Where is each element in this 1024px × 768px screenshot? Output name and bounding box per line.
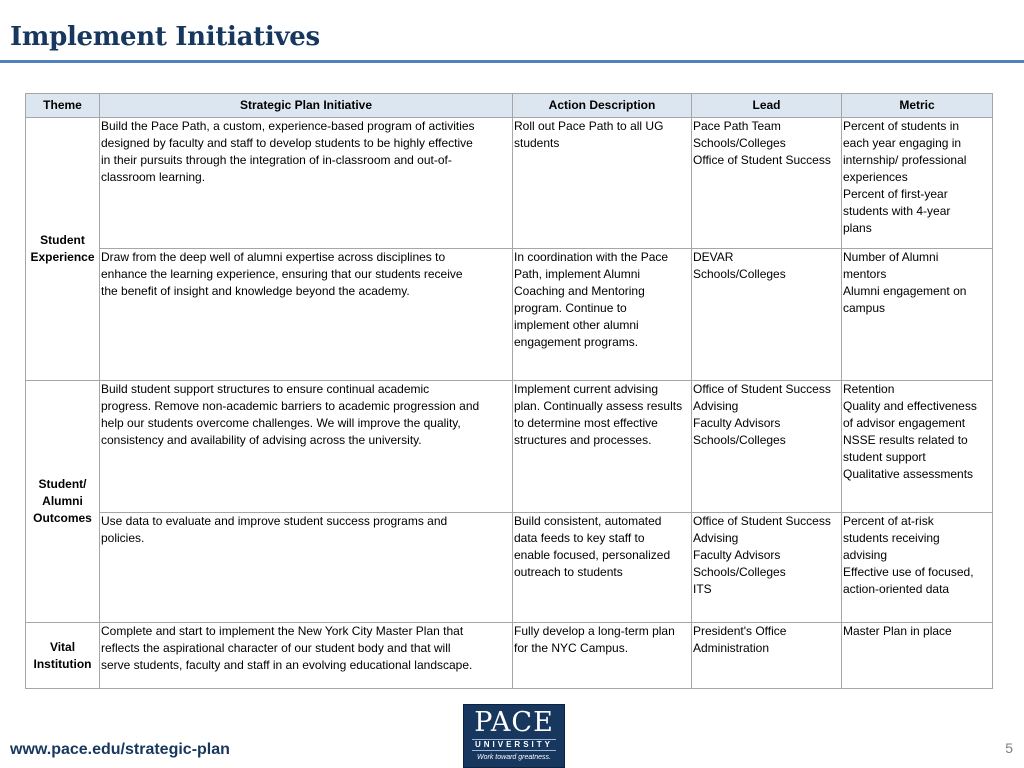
cell-text: students [514,136,560,150]
header-metric: Metric [842,94,993,118]
theme-cell [26,623,100,689]
theme-cell [26,118,100,381]
cell-text: engagement programs. [514,335,639,349]
cell-text: Schools/Colleges [693,565,786,579]
cell-text: internship/ professional [843,153,967,167]
cell-text: consistency and availability of advising across the university. [101,433,422,447]
theme-text: Vital [49,639,76,654]
cell-text: student support [843,450,926,464]
metric-cell [842,381,993,513]
cell-text: classroom learning. [101,170,206,184]
cell-text: Path, implement Alumni [514,267,641,281]
cell-text: Faculty Advisors [693,416,781,430]
cell-text: structures and processes. [514,433,652,447]
cell-text: Build consistent, automated [514,514,662,528]
action-cell [513,118,692,249]
cell-text: Percent of first-year [843,187,948,201]
cell-text: Number of Alumni [843,250,939,264]
cell-text: Pace Path Team [693,119,781,133]
cell-text: progress. Remove non-academic barriers to academic progression and [101,399,480,413]
cell-text: Percent of at-risk [843,514,934,528]
table-row [26,381,993,513]
theme-text: Student [40,233,85,247]
cell-text: Schools/Colleges [693,136,786,150]
cell-text: Faculty Advisors [693,548,781,562]
metric-cell [842,249,993,381]
cell-text: reflects the aspirational character of our student body and that will [101,641,451,655]
cell-text: students with 4-year [843,204,951,218]
title-divider [0,60,1024,63]
cell-text: serve students, faculty and staff in an evolving educational landscape. [101,658,473,672]
cell-text: program. Continue to [514,301,627,315]
initiative-cell [100,249,513,381]
cell-text: Quality and effectiveness [843,399,977,413]
table-row [26,249,993,381]
cell-text: In coordination with the Pace [514,250,669,264]
cell-text: Schools/Colleges [693,267,786,281]
cell-text: ITS [693,582,712,596]
cell-text: enhance the learning experience, ensuring that our students receive [101,267,463,281]
cell-text: Office of Student Success [693,514,831,528]
page-title: Implement Initiatives [10,22,320,52]
cell-text: Fully develop a long-term plan [514,624,675,638]
cell-text: Schools/Colleges [693,433,786,447]
metric-cell [842,623,993,689]
initiatives-table [25,93,993,689]
lead-cell [692,381,842,513]
cell-text: campus [843,301,886,315]
cell-text: Percent of students in [843,119,960,133]
cell-text: mentors [843,267,887,281]
logo-subtitle: UNIVERSITY [472,739,556,751]
page-number: 5 [1005,740,1013,756]
cell-text: Advising [693,399,739,413]
cell-text: plans [843,221,872,235]
cell-text: Retention [843,382,895,396]
header-action: Action Description [513,94,692,118]
cell-text: NSSE results related to [843,433,968,447]
cell-text: Implement current advising [514,382,659,396]
cell-text: Administration [693,641,770,655]
initiative-cell [100,381,513,513]
cell-text: Build student support structures to ensure continual academic [101,382,430,396]
theme-cell [26,381,100,623]
cell-text: to determine most effective [514,416,658,430]
lead-cell [692,623,842,689]
cell-text: Roll out Pace Path to all UG [514,119,664,133]
pace-university-logo [463,704,565,768]
lead-cell [692,513,842,623]
cell-text: Office of Student Success [693,153,831,167]
cell-text: outreach to students [514,565,623,579]
metric-cell [842,118,993,249]
theme-text: Institution [33,656,92,671]
table-row [26,623,993,689]
cell-text: DEVAR [693,250,734,264]
cell-text: of advisor engagement [843,416,966,430]
table-header-row [26,94,993,118]
lead-cell [692,249,842,381]
theme-text: Experience [30,250,95,264]
cell-text: help our students overcome challenges. We will improve the quality, [101,416,461,430]
cell-text: advising [843,548,888,562]
theme-text: Alumni [42,494,83,508]
header-initiative: Strategic Plan Initiative [100,94,513,118]
initiative-cell [100,513,513,623]
logo-name: PACE [474,707,554,738]
cell-text: policies. [101,531,145,545]
cell-text: in their pursuits through the integration of in-classroom and out-of- [101,153,452,167]
initiative-cell [100,623,513,689]
cell-text: Use data to evaluate and improve student success programs and [101,514,448,528]
cell-text: Effective use of focused, [843,565,974,579]
logo-tagline: Work toward greatness. [477,754,551,761]
header-theme: Theme [26,94,100,118]
metric-cell [842,513,993,623]
lead-cell [692,118,842,249]
cell-text: plan. Continually assess results [514,399,683,413]
cell-text: Draw from the deep well of alumni expertise across disciplines to [101,250,446,264]
action-cell [513,381,692,513]
cell-text: enable focused, personalized [514,548,671,562]
cell-text: experiences [843,170,908,184]
theme-text: Student/ [38,477,87,491]
cell-text: action-oriented data [843,582,950,596]
cell-text: Coaching and Mentoring [514,284,645,298]
cell-text: implement other alumni [514,318,639,332]
cell-text: Complete and start to implement the New York City Master Plan that [101,624,464,638]
action-cell [513,249,692,381]
initiative-cell [100,118,513,249]
cell-text: President's Office [693,624,787,638]
action-cell [513,623,692,689]
header-lead: Lead [692,94,842,118]
cell-text: designed by faculty and staff to develop students to be highly effective [101,136,473,150]
cell-text: Build the Pace Path, a custom, experience-based program of activities [101,119,475,133]
cell-text: Qualitative assessments [843,467,974,481]
action-cell [513,513,692,623]
cell-text: students receiving [843,531,940,545]
cell-text: for the NYC Campus. [514,641,629,655]
cell-text: the benefit of insight and knowledge beyond the academy. [101,284,410,298]
table-row [26,118,993,249]
cell-text: Office of Student Success [693,382,831,396]
cell-text: Alumni engagement on [843,284,967,298]
cell-text: Advising [693,531,739,545]
theme-text: Outcomes [33,511,92,525]
cell-text: Master Plan in place [843,624,952,638]
cell-text: each year engaging in [843,136,962,150]
cell-text: data feeds to key staff to [514,531,645,545]
table-row [26,513,993,623]
footer-url[interactable]: www.pace.edu/strategic-plan [10,741,230,758]
